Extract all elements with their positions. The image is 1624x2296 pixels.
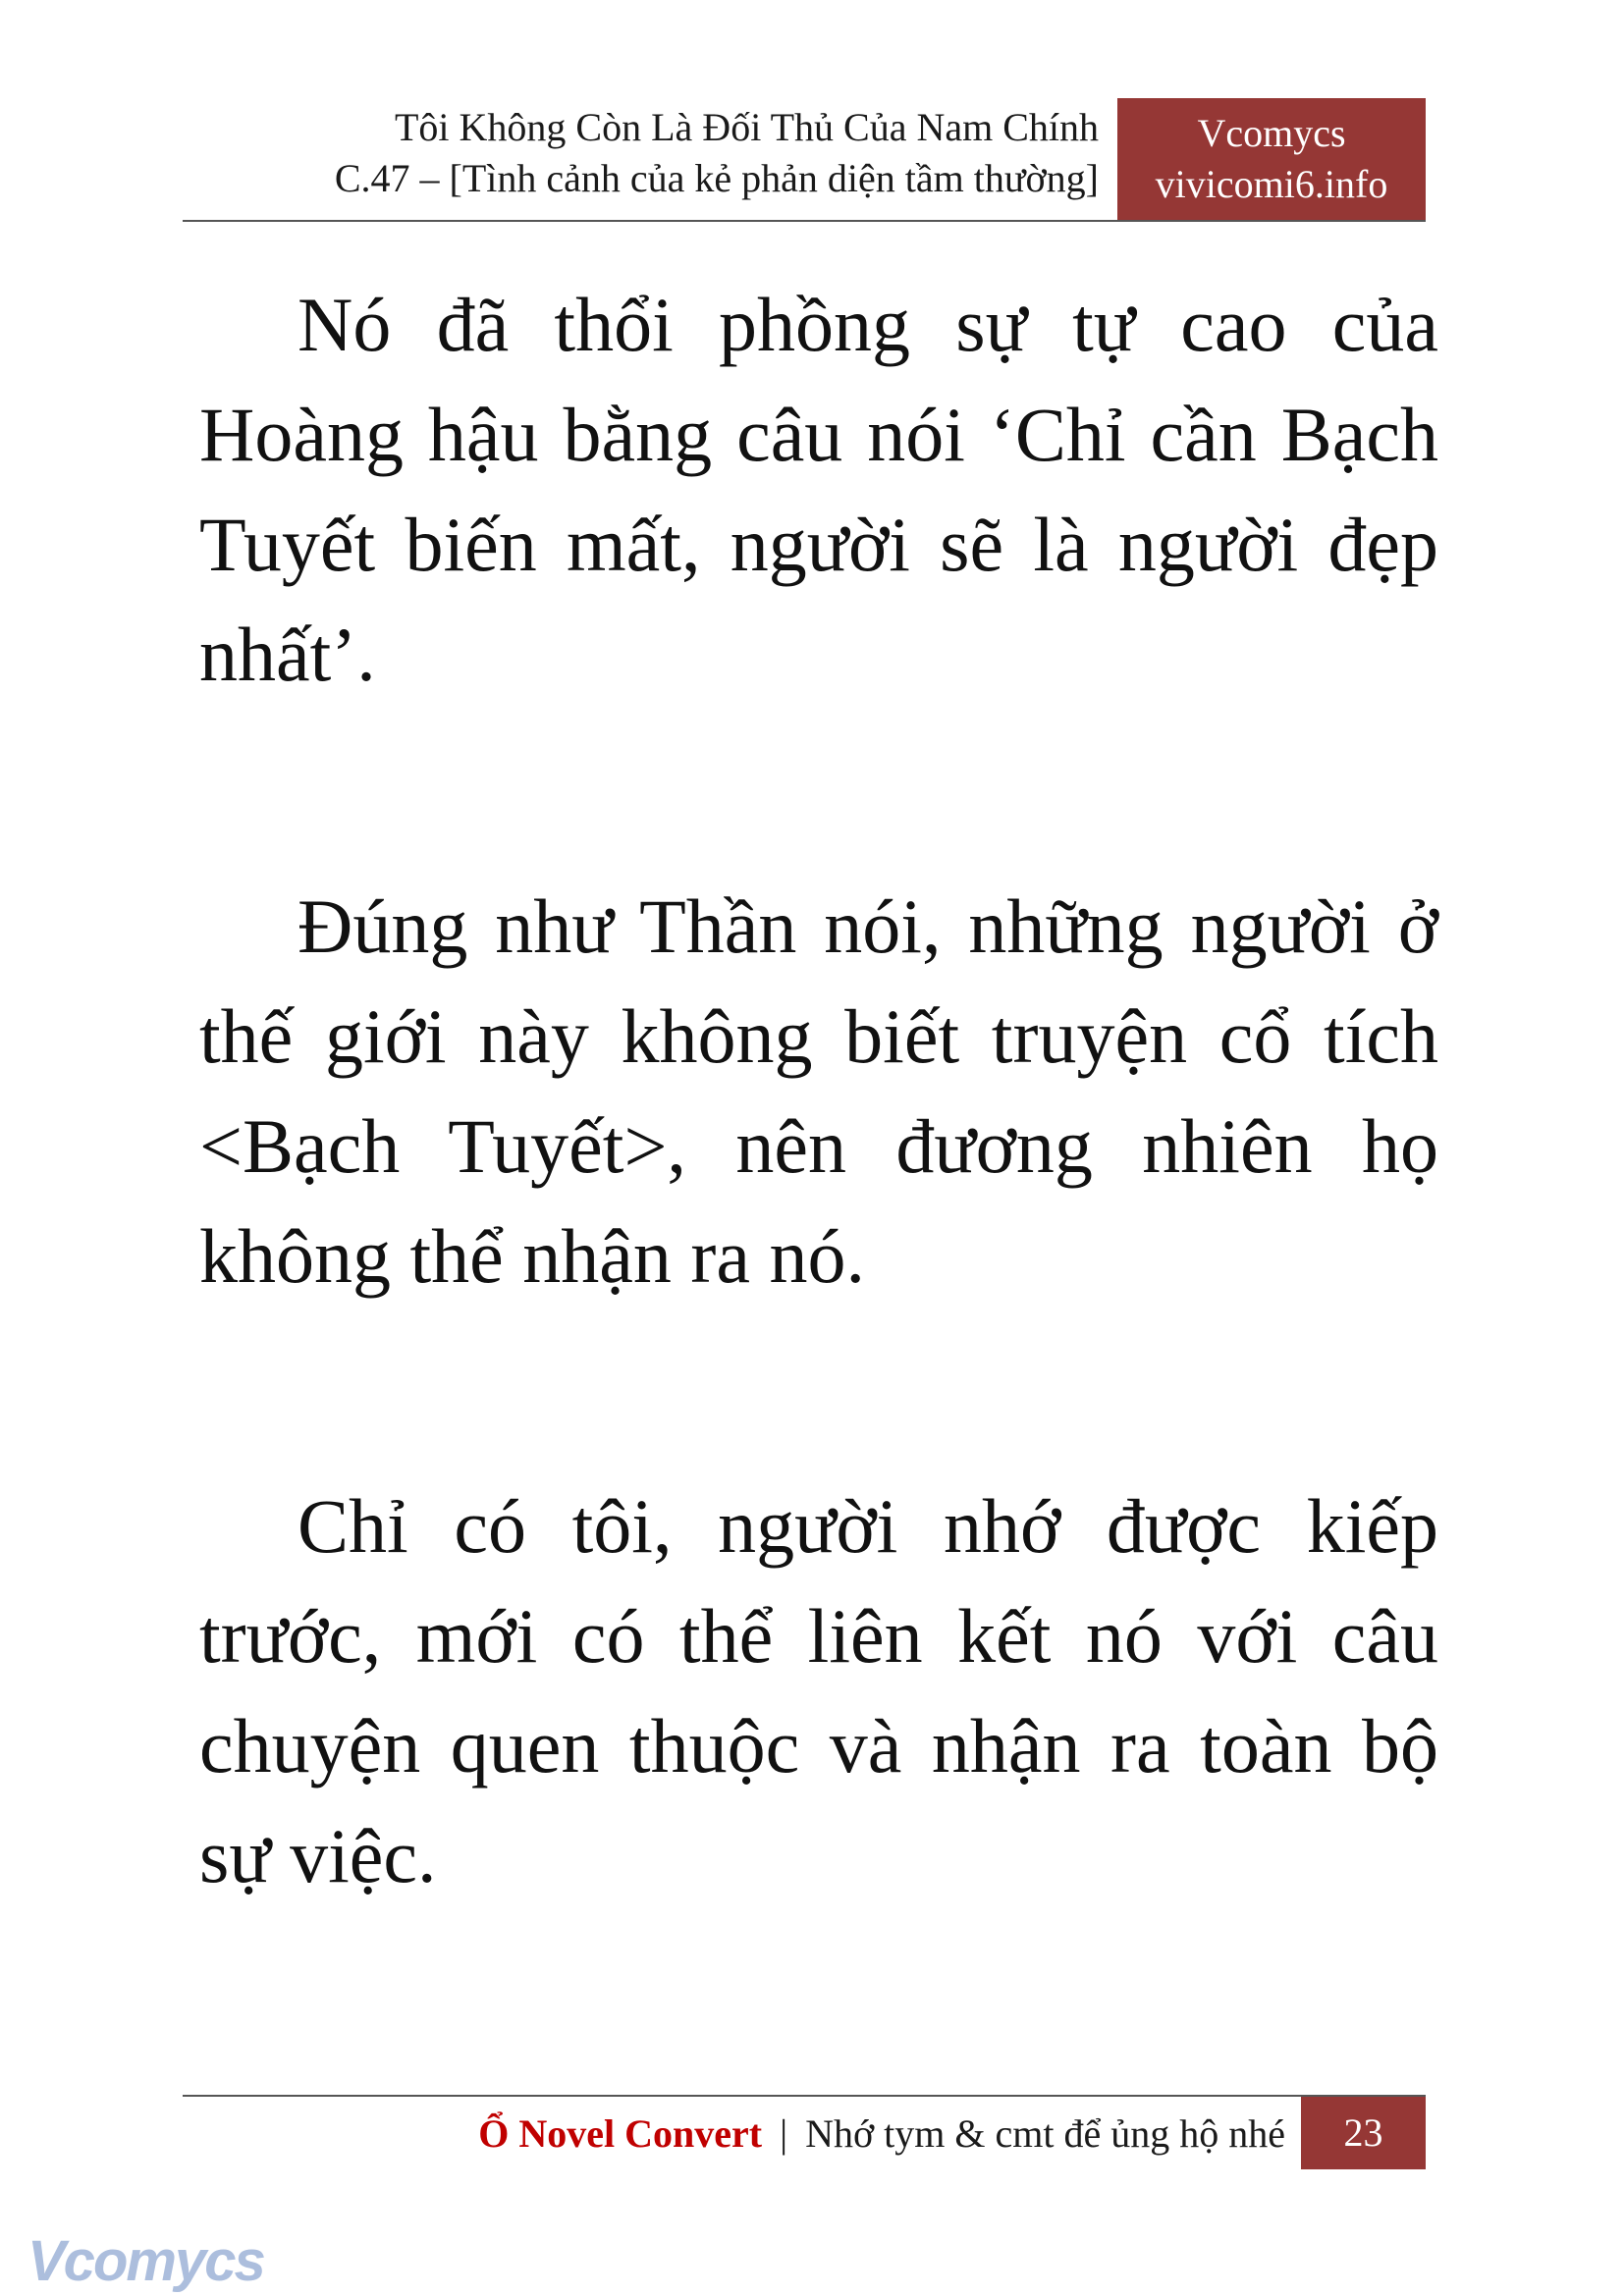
footer-divider xyxy=(183,2095,1426,2097)
site-url: vivicomi6.info xyxy=(1155,162,1388,206)
footer-note xyxy=(478,2105,1285,2163)
site-badge xyxy=(1117,98,1426,220)
chapter-title: C.47 – [Tình cảnh của kẻ phản diện tầm thường] xyxy=(334,156,1099,200)
footer-message: Nhớ tym & cmt để ủng hộ nhé xyxy=(805,2111,1285,2156)
body-paragraph: Nó đã thổi phồng sự tự cao của Hoàng hậu bằng câu nói ‘Chỉ cần Bạch Tuyết biến mất, người sẽ là người đẹp nhất’. xyxy=(199,282,1438,697)
watermark-logo: Vcomycs xyxy=(27,2229,264,2293)
book-title: Tôi Không Còn Là Đối Thủ Của Nam Chính xyxy=(395,105,1099,149)
footer-separator: | xyxy=(780,2111,788,2156)
body-paragraph: Đúng như Thần nói, những người ở thế giới này không biết truyện cổ tích <Bạch Tuyết>, nên đương nhiên họ không thể nhận ra nó. xyxy=(199,883,1438,1299)
header-divider xyxy=(183,220,1426,222)
page-number: 23 xyxy=(1301,2097,1426,2169)
body-paragraph: Chỉ có tôi, người nhớ được kiếp trước, mới có thể liên kết nó với câu chuyện quen thuộc và nhận ra toàn bộ sự việc. xyxy=(199,1483,1438,1898)
footer-brand: Ổ Novel Convert xyxy=(478,2111,763,2156)
running-header xyxy=(335,102,1099,204)
site-name: Vcomycs xyxy=(1197,111,1346,155)
